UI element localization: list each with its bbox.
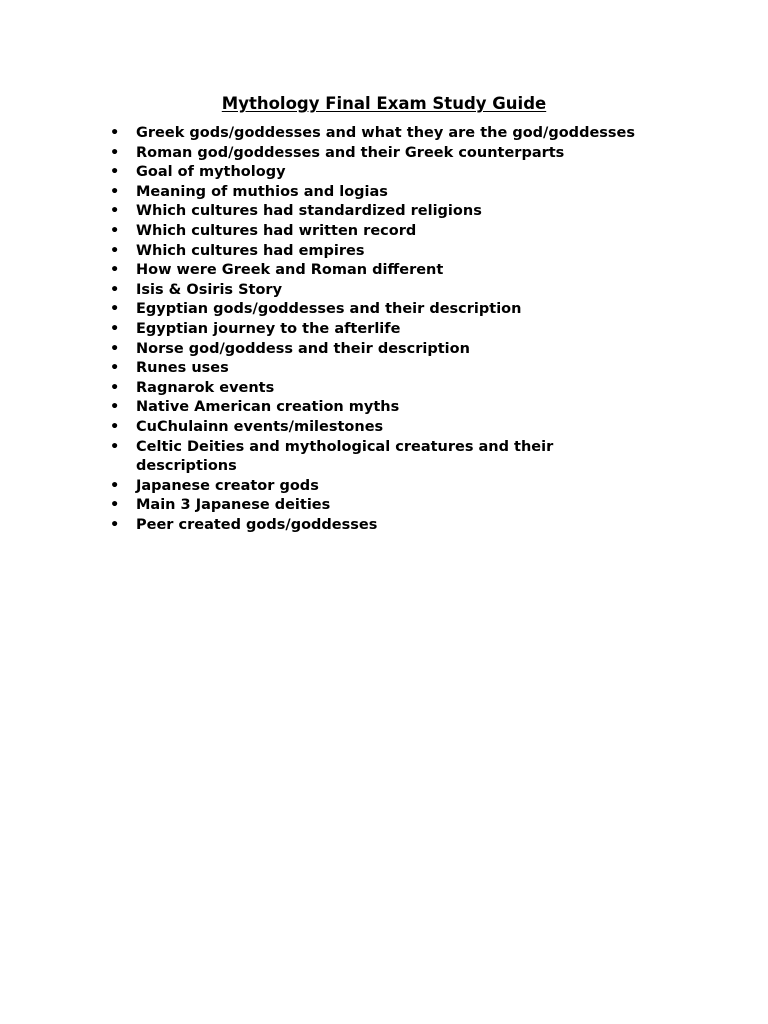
list-item [110, 202, 710, 222]
bullet-icon: • [110, 144, 120, 161]
list-item [110, 359, 710, 379]
bullet-icon: • [110, 301, 120, 318]
list-item-text: Peer created gods/goddesses [136, 516, 378, 533]
list-item-text: Which cultures had written record [136, 222, 417, 239]
bullet-icon: • [110, 516, 120, 533]
bullet-icon: • [110, 242, 120, 259]
list-item [110, 379, 710, 399]
document-title [0, 93, 768, 115]
list-item-text: Greek gods/goddesses and what they are the god/goddesses [136, 125, 636, 141]
list-item-text: Runes uses [136, 360, 229, 377]
bullet-icon: • [110, 438, 120, 455]
document-title-text: Mythology Final Exam Study Guide [221, 94, 547, 113]
list-item-text: Main 3 Japanese deities [136, 497, 331, 514]
list-item-text: Native American creation myths [136, 399, 400, 416]
bullet-icon: • [110, 360, 120, 377]
list-item [110, 222, 710, 242]
list-item-text: Japanese creator gods [136, 477, 319, 494]
bullet-icon: • [110, 281, 120, 298]
bullet-icon: • [110, 497, 120, 514]
list-item [110, 340, 710, 360]
list-item-text: Egyptian journey to the afterlife [136, 320, 401, 337]
list-item [110, 438, 710, 477]
list-item [110, 183, 710, 203]
list-item-text: Egyptian gods/goddesses and their description [136, 301, 522, 318]
list-item [110, 281, 710, 301]
list-item [110, 300, 710, 320]
bullet-icon: • [110, 379, 120, 396]
list-item-text: Norse god/goddess and their description [136, 340, 470, 357]
list-item-text: How were Greek and Roman different [136, 262, 444, 279]
list-item-text: Which cultures had empires [136, 242, 365, 259]
bullet-icon: • [110, 418, 120, 435]
list-item [110, 163, 710, 183]
list-item-text: Celtic Deities and mythological creatures and their descriptions [136, 438, 554, 475]
list-item-text: Isis & Osiris Story [136, 281, 283, 298]
bullet-icon: • [110, 164, 120, 181]
list-item [110, 477, 710, 497]
list-item-text: CuChulainn events/milestones [136, 418, 384, 435]
list-item [110, 124, 710, 144]
bullet-icon: • [110, 203, 120, 220]
bullet-icon: • [110, 340, 120, 357]
list-item [110, 398, 710, 418]
list-item [110, 242, 710, 262]
list-item-text: Goal of mythology [136, 164, 286, 181]
list-item [110, 516, 710, 536]
list-item [110, 496, 710, 516]
bullet-icon: • [110, 262, 120, 279]
list-item-text: Meaning of muthios and logias [136, 183, 388, 200]
list-item-text: Roman god/goddesses and their Greek counterparts [136, 144, 565, 161]
bullet-icon: • [110, 125, 120, 141]
list-item [110, 418, 710, 438]
list-item [110, 261, 710, 281]
list-item-text: Which cultures had standardized religions [136, 203, 482, 220]
list-item [110, 320, 710, 340]
bullet-icon: • [110, 222, 120, 239]
bullet-icon: • [110, 183, 120, 200]
bullet-icon: • [110, 320, 120, 337]
list-item-text: Ragnarok events [136, 379, 275, 396]
bullet-icon: • [110, 477, 120, 494]
bullet-icon: • [110, 399, 120, 416]
study-guide-list [110, 124, 710, 535]
list-item [110, 144, 710, 164]
